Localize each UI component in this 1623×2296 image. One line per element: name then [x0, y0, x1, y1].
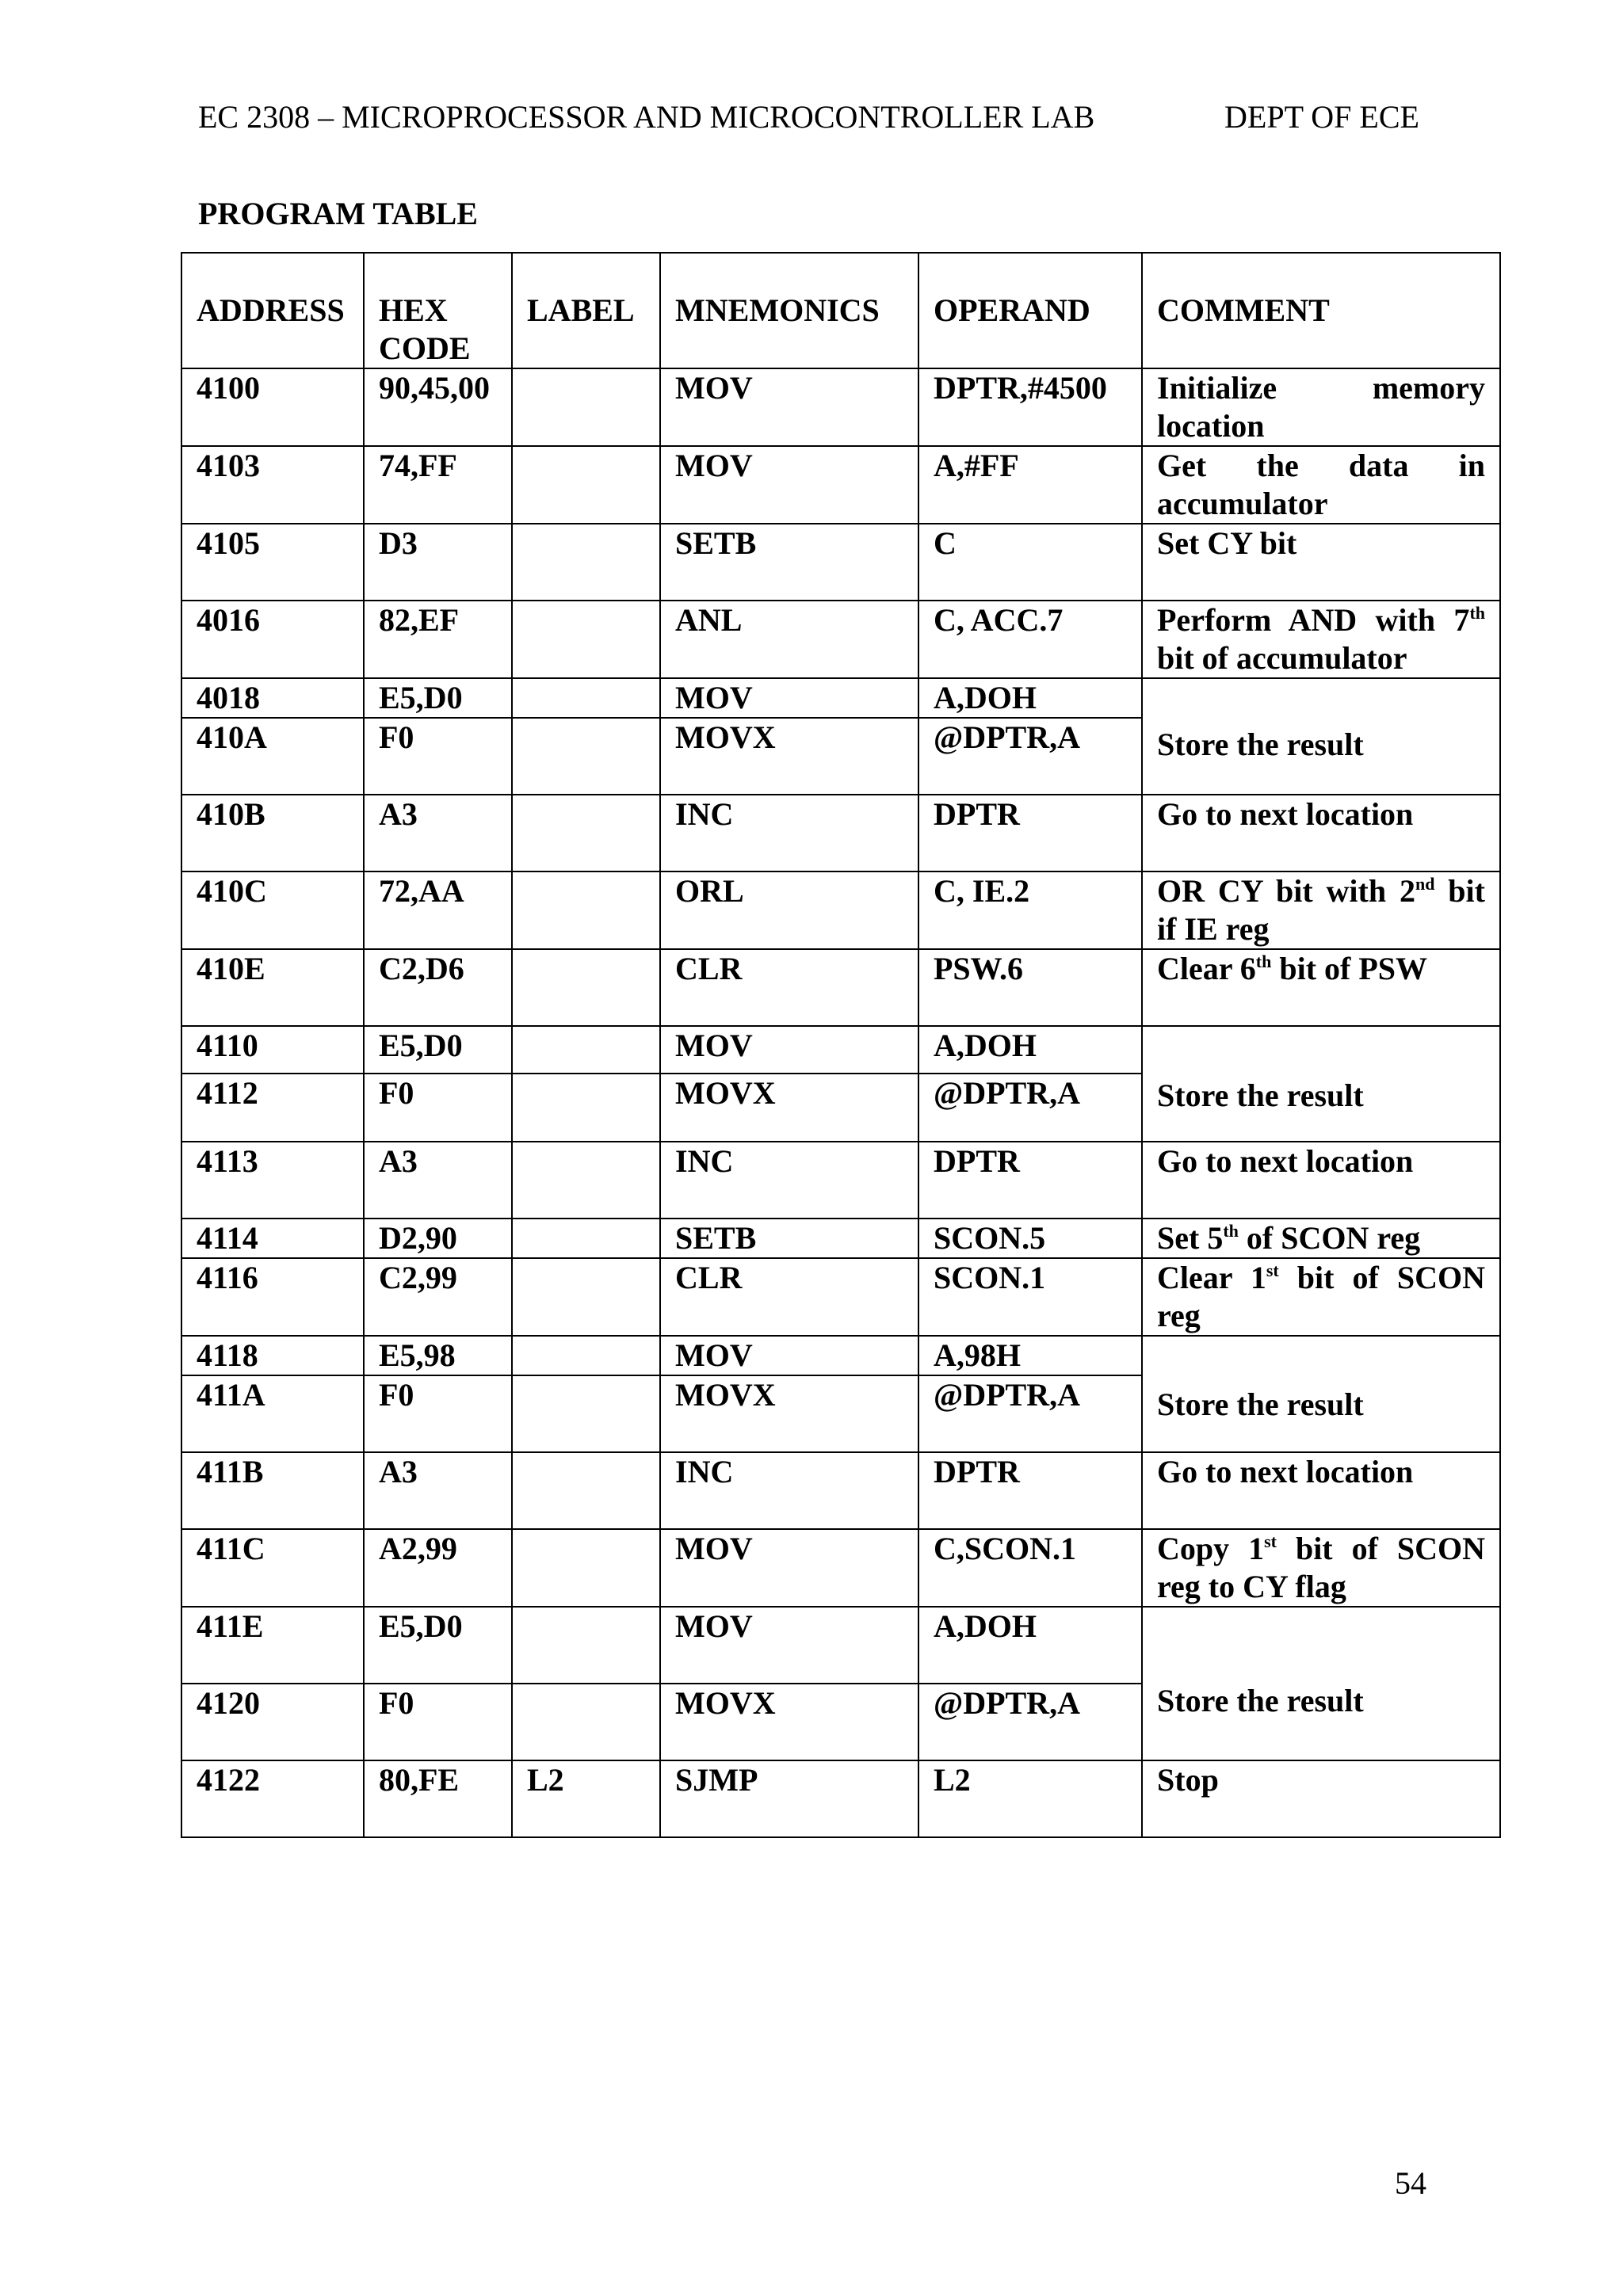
mnemonic-cell: MOV	[660, 368, 918, 446]
label-cell	[512, 1452, 660, 1529]
comment-cell: Stop	[1142, 1760, 1500, 1837]
label-cell	[512, 718, 660, 795]
address-cell: 4116	[181, 1258, 364, 1336]
program-table	[181, 252, 1501, 1838]
ordinal-suffix: th	[1223, 1221, 1239, 1241]
operand-cell: DPTR	[918, 1452, 1142, 1529]
operand-cell: SCON.1	[918, 1258, 1142, 1336]
address-cell: 410C	[181, 871, 364, 949]
mnemonic-cell: INC	[660, 795, 918, 871]
mnemonic-cell: MOV	[660, 1336, 918, 1375]
mnemonic-cell: MOVX	[660, 1074, 918, 1142]
comment-cell	[1142, 871, 1500, 949]
operand-cell: A,98H	[918, 1336, 1142, 1375]
column-header-address: ADDRESS	[181, 253, 364, 368]
mnemonic-cell: SETB	[660, 1219, 918, 1258]
label-cell	[512, 1684, 660, 1760]
table-row	[181, 678, 1500, 718]
mnemonic-cell: MOV	[660, 678, 918, 718]
address-cell: 4112	[181, 1074, 364, 1142]
hex-code-cell: 80,FE	[364, 1760, 512, 1837]
comment-cell: Go to next location	[1142, 1142, 1500, 1219]
mnemonic-cell: CLR	[660, 949, 918, 1026]
operand-cell: DPTR	[918, 795, 1142, 871]
comment-cell: Store the result	[1142, 1026, 1500, 1142]
mnemonic-cell: MOV	[660, 1026, 918, 1074]
mnemonic-cell: MOVX	[660, 1684, 918, 1760]
label-cell	[512, 1258, 660, 1336]
hex-code-cell: A2,99	[364, 1529, 512, 1607]
mnemonic-cell: INC	[660, 1452, 918, 1529]
table-row	[181, 871, 1500, 949]
label-cell: L2	[512, 1760, 660, 1837]
mnemonic-cell: CLR	[660, 1258, 918, 1336]
address-cell: 4018	[181, 678, 364, 718]
hex-code-cell: E5,D0	[364, 1607, 512, 1684]
label-cell	[512, 1142, 660, 1219]
label-cell	[512, 368, 660, 446]
comment-text: bit of SCON reg	[1157, 1260, 1485, 1333]
operand-cell: A,#FF	[918, 446, 1142, 524]
page-header	[0, 98, 1623, 138]
hex-code-cell: 72,AA	[364, 871, 512, 949]
operand-cell: C,SCON.1	[918, 1529, 1142, 1607]
hex-code-cell: E5,D0	[364, 1026, 512, 1074]
comment-cell: Set CY bit	[1142, 524, 1500, 601]
table-row	[181, 1760, 1500, 1837]
mnemonic-cell: SJMP	[660, 1760, 918, 1837]
comment-cell: Store the result	[1142, 678, 1500, 795]
hex-code-cell: 74,FF	[364, 446, 512, 524]
hex-code-cell: F0	[364, 1074, 512, 1142]
address-cell: 4120	[181, 1684, 364, 1760]
table-header-row	[181, 253, 1500, 368]
comment-cell	[1142, 601, 1500, 678]
comment-text: Perform AND with 7	[1157, 602, 1470, 638]
hex-code-cell: F0	[364, 1684, 512, 1760]
table-row	[181, 601, 1500, 678]
hex-code-cell: A3	[364, 1142, 512, 1219]
label-cell	[512, 524, 660, 601]
hex-code-cell: C2,D6	[364, 949, 512, 1026]
comment-text: OR CY bit with 2	[1157, 873, 1415, 909]
table-row	[181, 795, 1500, 871]
label-cell	[512, 1026, 660, 1074]
comment-cell: Get the data in accumulator	[1142, 446, 1500, 524]
operand-cell: PSW.6	[918, 949, 1142, 1026]
column-header-hex-code: HEX CODE	[364, 253, 512, 368]
mnemonic-cell: MOVX	[660, 718, 918, 795]
operand-cell: @DPTR,A	[918, 1684, 1142, 1760]
label-cell	[512, 1375, 660, 1452]
label-cell	[512, 1074, 660, 1142]
address-cell: 411B	[181, 1452, 364, 1529]
ordinal-suffix: st	[1266, 1261, 1279, 1280]
table-body	[181, 368, 1500, 1837]
address-cell: 4122	[181, 1760, 364, 1837]
hex-code-cell: 90,45,00	[364, 368, 512, 446]
mnemonic-cell: MOV	[660, 1607, 918, 1684]
table-row	[181, 1607, 1500, 1684]
label-cell	[512, 1607, 660, 1684]
address-cell: 4118	[181, 1336, 364, 1375]
label-cell	[512, 446, 660, 524]
ordinal-suffix: nd	[1415, 874, 1435, 894]
mnemonic-cell: MOV	[660, 446, 918, 524]
comment-text: bit of PSW	[1271, 951, 1428, 986]
label-cell	[512, 949, 660, 1026]
label-cell	[512, 601, 660, 678]
address-cell: 4114	[181, 1219, 364, 1258]
hex-code-cell: E5,98	[364, 1336, 512, 1375]
label-cell	[512, 1219, 660, 1258]
comment-text: Clear 6	[1157, 951, 1256, 986]
address-cell: 4105	[181, 524, 364, 601]
operand-cell: SCON.5	[918, 1219, 1142, 1258]
operand-cell: A,DOH	[918, 1607, 1142, 1684]
address-cell: 411A	[181, 1375, 364, 1452]
table-row	[181, 1219, 1500, 1258]
table-row	[181, 446, 1500, 524]
hex-code-cell: F0	[364, 1375, 512, 1452]
address-cell: 4100	[181, 368, 364, 446]
comment-cell	[1142, 1258, 1500, 1336]
comment-cell	[1142, 1529, 1500, 1607]
comment-cell	[1142, 949, 1500, 1026]
column-header-operand: OPERAND	[918, 253, 1142, 368]
address-cell: 4016	[181, 601, 364, 678]
department: DEPT OF ECE	[1224, 99, 1419, 135]
label-cell	[512, 678, 660, 718]
section-title: PROGRAM TABLE	[198, 196, 478, 231]
operand-cell: DPTR	[918, 1142, 1142, 1219]
hex-code-cell: F0	[364, 718, 512, 795]
comment-text: bit of SCON reg to CY flag	[1157, 1531, 1485, 1604]
comment-text: Clear 1	[1157, 1260, 1266, 1295]
comment-text: bit if IE reg	[1157, 873, 1485, 947]
mnemonic-cell: ORL	[660, 871, 918, 949]
operand-cell: @DPTR,A	[918, 1375, 1142, 1452]
address-cell: 410E	[181, 949, 364, 1026]
address-cell: 410A	[181, 718, 364, 795]
column-header-mnemonics: MNEMONICS	[660, 253, 918, 368]
ordinal-suffix: th	[1255, 952, 1272, 971]
column-header-label: LABEL	[512, 253, 660, 368]
column-header-comment: COMMENT	[1142, 253, 1500, 368]
operand-cell: A,DOH	[918, 1026, 1142, 1074]
ordinal-suffix: st	[1264, 1531, 1277, 1551]
comment-text: Set 5	[1157, 1220, 1224, 1256]
table-row	[181, 524, 1500, 601]
mnemonic-cell: ANL	[660, 601, 918, 678]
hex-code-cell: A3	[364, 1452, 512, 1529]
label-cell	[512, 871, 660, 949]
operand-cell: @DPTR,A	[918, 718, 1142, 795]
address-cell: 4103	[181, 446, 364, 524]
comment-text: bit of accumulator	[1157, 640, 1407, 676]
table-row	[181, 1336, 1500, 1375]
operand-cell: DPTR,#4500	[918, 368, 1142, 446]
comment-text: of SCON reg	[1238, 1220, 1421, 1256]
address-cell: 411C	[181, 1529, 364, 1607]
table-row	[181, 949, 1500, 1026]
operand-cell: A,DOH	[918, 678, 1142, 718]
table-row	[181, 1026, 1500, 1074]
operand-cell: L2	[918, 1760, 1142, 1837]
table-row	[181, 1452, 1500, 1529]
hex-code-cell: A3	[364, 795, 512, 871]
course-title: EC 2308 – MICROPROCESSOR AND MICROCONTROLLER LAB	[198, 99, 1095, 135]
page-number: 54	[1395, 2165, 1426, 2201]
ordinal-suffix: th	[1469, 603, 1485, 623]
operand-cell: C, ACC.7	[918, 601, 1142, 678]
mnemonic-cell: MOV	[660, 1529, 918, 1607]
comment-cell	[1142, 1219, 1500, 1258]
hex-code-cell: 82,EF	[364, 601, 512, 678]
hex-code-cell: D3	[364, 524, 512, 601]
comment-cell: Go to next location	[1142, 795, 1500, 871]
hex-code-cell: C2,99	[364, 1258, 512, 1336]
label-cell	[512, 795, 660, 871]
operand-cell: C	[918, 524, 1142, 601]
table-row	[181, 1142, 1500, 1219]
table-row	[181, 1258, 1500, 1336]
mnemonic-cell: MOVX	[660, 1375, 918, 1452]
label-cell	[512, 1529, 660, 1607]
hex-code-cell: E5,D0	[364, 678, 512, 718]
hex-code-cell: D2,90	[364, 1219, 512, 1258]
label-cell	[512, 1336, 660, 1375]
address-cell: 4110	[181, 1026, 364, 1074]
mnemonic-cell: INC	[660, 1142, 918, 1219]
operand-cell: @DPTR,A	[918, 1074, 1142, 1142]
mnemonic-cell: SETB	[660, 524, 918, 601]
address-cell: 4113	[181, 1142, 364, 1219]
address-cell: 410B	[181, 795, 364, 871]
comment-cell: Go to next location	[1142, 1452, 1500, 1529]
comment-cell: Initialize memory location	[1142, 368, 1500, 446]
table-row	[181, 368, 1500, 446]
comment-cell: Store the result	[1142, 1336, 1500, 1452]
table-row	[181, 1529, 1500, 1607]
address-cell: 411E	[181, 1607, 364, 1684]
comment-cell: Store the result	[1142, 1607, 1500, 1760]
comment-text: Copy 1	[1157, 1531, 1265, 1566]
operand-cell: C, IE.2	[918, 871, 1142, 949]
